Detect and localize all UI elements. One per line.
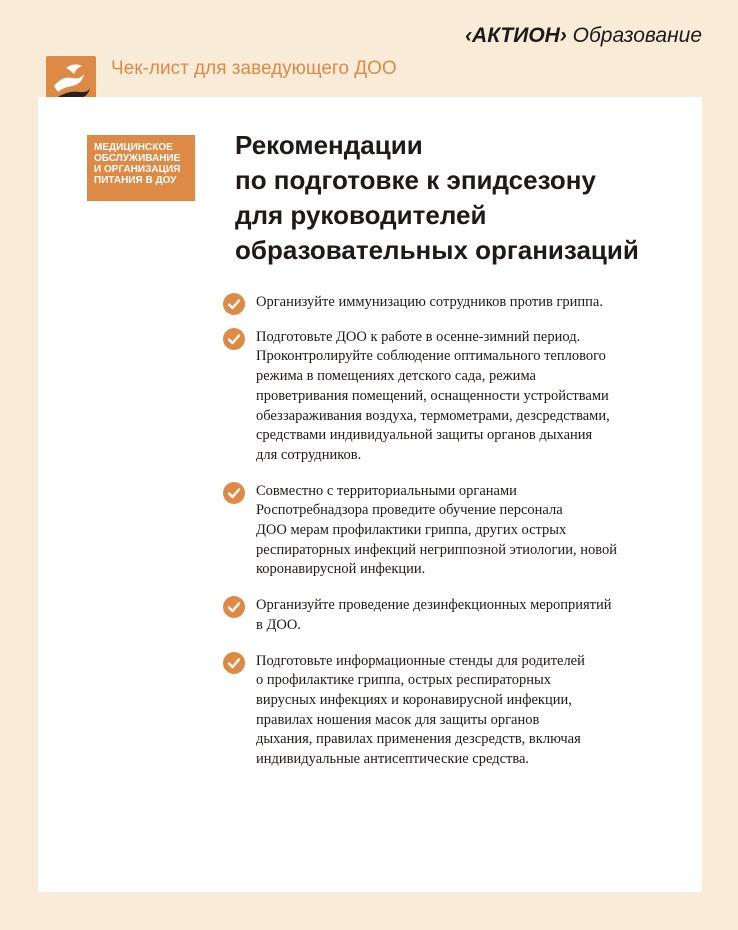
page-title-line: Рекомендации [235,130,423,160]
item-line: Совместно с территориальными органами [256,482,517,499]
item-line: Подготовьте ДОО к работе в осенне-зимний период. [256,328,581,345]
page-title-line: по подготовке к эпидсезону [235,165,596,195]
checklist-item-text [256,596,668,635]
item-line: респираторных инфекций негриппозной этиологии, новой [256,541,618,558]
item-line: вирусных инфекциях и коронавирусной инфекции, [256,691,572,708]
checklist-item-text [256,652,668,770]
item-line: Организуйте иммунизацию сотрудников против гриппа. [256,294,603,310]
check-circle-icon [223,293,245,315]
check-circle-icon [223,328,245,350]
checklist-item [223,293,668,313]
check-circle-icon [223,596,245,618]
category-tag [87,135,195,201]
checklist-item [223,328,668,466]
item-line: проветривания помещений, оснащенности устройствами [256,387,609,404]
item-line: средствами индивидуальной защиты органов дыхания [256,427,593,444]
category-tag-line: И ОРГАНИЗАЦИЯ [94,164,181,175]
item-line: Организуйте проведение дезинфекционных мероприятий [256,597,612,614]
content-panel [38,97,702,892]
item-line: дыхания, правилах применения дезсредств, включая [256,731,581,748]
check-circle-icon [223,652,245,674]
checklist-item [223,596,668,635]
item-line: Подготовьте информационные стенды для родителей [256,652,585,669]
brand-suffix: Образование [572,24,702,47]
brand-name: ‹АКТИОН› [465,24,567,47]
item-line: для сотрудников. [256,446,362,463]
page-title-line: образовательных организаций [235,235,639,265]
item-line: индивидуальные антисептические средства. [256,751,530,768]
brand-logo [465,24,702,48]
item-line: в ДОО. [256,616,301,633]
check-circle-icon [223,482,245,504]
checklist-item [223,482,668,581]
item-line: правилах ношения масок для защиты органов [256,711,540,728]
page-subtitle: Чек-лист для заведующего ДОО [111,58,397,79]
page-title [235,128,639,268]
item-line: обеззараживания воздуха, термометрами, дезсредствами, [256,407,610,424]
item-line: о профилактике гриппа, острых респираторных [256,672,551,689]
checklist-item-text [256,482,668,581]
item-line: режима в помещениях детского сада, режима [256,368,536,385]
category-tag-line: ПИТАНИЯ В ДОУ [94,175,177,186]
checklist-item-text [256,293,668,313]
page-title-line: для руководителей [235,200,487,230]
category-tag-line: МЕДИЦИНСКОЕ [94,142,173,153]
category-tag-line: ОБСЛУЖИВАНИЕ [94,153,181,164]
item-line: ДОО мерам профилактики гриппа, других острых [256,522,567,539]
checklist [223,293,668,770]
item-line: коронавирусной инфекции. [256,561,426,578]
item-line: Проконтролируйте соблюдение оптимального теплового [256,348,606,365]
checklist-item [223,652,668,770]
item-line: Роспотребнадзора проведите обучение персонала [256,502,563,519]
checklist-item-text [256,328,668,466]
